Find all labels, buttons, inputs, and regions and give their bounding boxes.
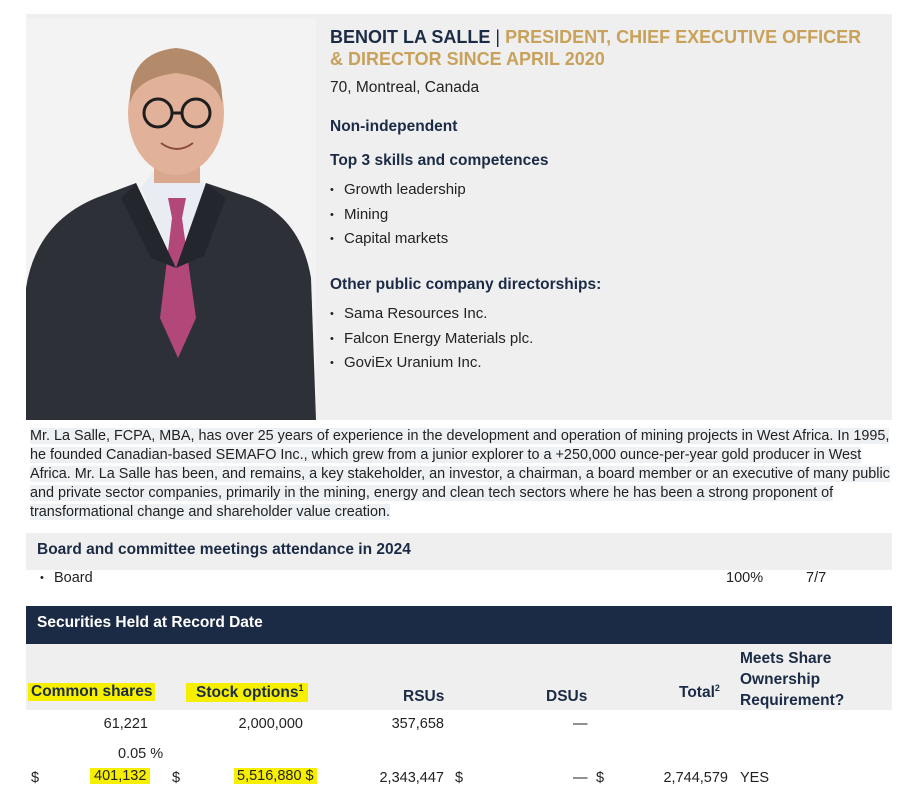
attendance-row-label: • Board bbox=[40, 570, 93, 586]
age-location: 70, Montreal, Canada bbox=[330, 79, 480, 96]
list-item: • Capital markets bbox=[330, 227, 466, 252]
currency-symbol: $ bbox=[455, 770, 464, 786]
list-item: • Mining bbox=[330, 203, 466, 228]
attendance-heading: Board and committee meetings attendance in 2024 bbox=[37, 541, 411, 558]
percent-outstanding: 0.05 % bbox=[118, 746, 164, 762]
director-name-title bbox=[330, 26, 870, 70]
col-dsus: DSUs bbox=[546, 688, 588, 705]
footnote-1: 1 bbox=[298, 683, 304, 693]
value-options-amount: 5,516,880 bbox=[237, 768, 302, 784]
col-rsus: RSUs bbox=[403, 688, 445, 705]
count-options: 2,000,000 bbox=[238, 716, 303, 732]
list-item: • Sama Resources Inc. bbox=[330, 302, 533, 327]
count-rsus: 357,658 bbox=[391, 716, 444, 732]
independence-status: Non-independent bbox=[330, 118, 458, 135]
skills-heading: Top 3 skills and competences bbox=[330, 152, 549, 169]
value-dsus: — bbox=[573, 770, 588, 786]
currency-symbol: $ bbox=[305, 768, 314, 784]
col-common-shares: Common shares bbox=[28, 683, 155, 701]
value-total: 2,744,579 bbox=[663, 770, 728, 786]
col-meets-line-3: Requirement? bbox=[740, 692, 845, 709]
director-name: BENOIT LA SALLE bbox=[330, 27, 491, 47]
biography-paragraph: Mr. La Salle, FCPA, MBA, has over 25 years of experience in the development and operation of mining projects in West Africa. In 1995, he founded Canadian-based SEMAFO Inc., which grew from a junior explorer to a +250,000 ounce-per-year gold producer in West Africa. Mr. La Salle has been, and remains, a key stakeholder, an investor, a chairman, a board member or an executive of many public and private sector companies, primarily in the mining, energy and clean tech sectors where he has been a strong proponent of transformational change and shareholder value creation. bbox=[30, 428, 890, 520]
director-title: PRESIDENT, CHIEF EXECUTIVE OFFICER & DIRECTOR SINCE APRIL 2020 bbox=[330, 27, 862, 69]
attendance-count: 7/7 bbox=[806, 570, 827, 586]
col-stock-options-label: Stock options bbox=[196, 684, 299, 702]
col-total-label: Total bbox=[679, 684, 715, 702]
list-item: • Growth leadership bbox=[330, 178, 466, 203]
list-item: • Falcon Energy Materials plc. bbox=[330, 327, 533, 352]
footnote-2: 2 bbox=[714, 683, 720, 693]
col-meets-requirement bbox=[740, 648, 844, 711]
count-common: 61,221 bbox=[103, 716, 148, 732]
value-rsus: 2,343,447 bbox=[379, 770, 444, 786]
value-common: 401,132 bbox=[90, 768, 150, 784]
currency-symbol: $ bbox=[31, 770, 40, 786]
count-dsus: — bbox=[573, 716, 588, 732]
securities-heading: Securities Held at Record Date bbox=[37, 614, 263, 631]
col-meets-line-2: Ownership bbox=[740, 671, 821, 688]
directorships-list bbox=[330, 302, 533, 376]
currency-symbol: $ bbox=[596, 770, 605, 786]
name-separator: | bbox=[495, 27, 501, 47]
col-meets-line-1: Meets Share bbox=[740, 650, 832, 667]
value-meets-requirement: YES bbox=[740, 770, 770, 786]
list-item: • GoviEx Uranium Inc. bbox=[330, 351, 533, 376]
biography-text bbox=[30, 427, 890, 522]
skills-list bbox=[330, 178, 466, 252]
directorships-heading: Other public company directorships: bbox=[330, 276, 602, 293]
col-stock-options bbox=[186, 683, 308, 702]
attendance-percent: 100% bbox=[726, 570, 764, 586]
currency-symbol: $ bbox=[172, 770, 181, 786]
director-photo bbox=[26, 18, 316, 420]
col-total bbox=[679, 683, 720, 702]
value-options bbox=[234, 768, 317, 784]
